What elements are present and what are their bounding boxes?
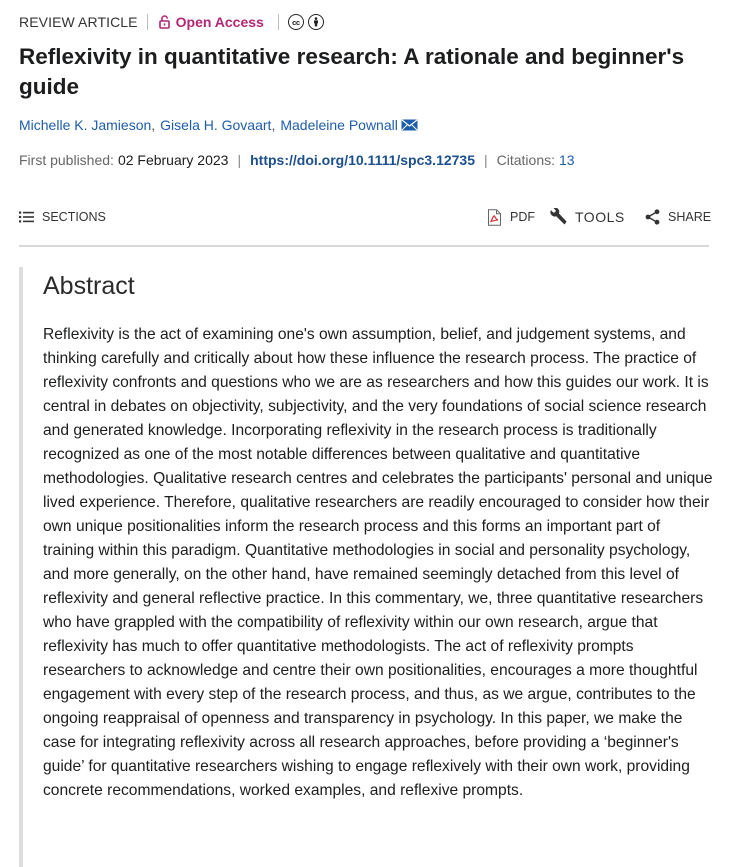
author-link[interactable]: Gisela H. Govaart	[160, 117, 272, 133]
wrench-icon	[549, 208, 567, 226]
divider: |	[484, 152, 488, 168]
author-list: Michelle K. Jamieson , Gisela H. Govaart , Madeleine Pownall	[19, 117, 418, 133]
pdf-label: PDF	[510, 210, 535, 224]
publication-info	[19, 152, 575, 168]
first-published-date: 02 February 2023	[117, 152, 229, 168]
tools-label: TOOLS	[575, 209, 625, 225]
pdf-button[interactable]	[487, 207, 535, 227]
cc-icon: cc	[288, 14, 304, 30]
abstract-text: Reflexivity is the act of examining one's own assumption, belief, and judgement systems, and thinking carefully and critically about how these influence the research process. The practice of reflexivity confronts and questions who we are as researchers and how this guides our work. It is central in debates on objectivity, subjectivity, and the very foundations of social science research and generated knowledge. Incorporating reflexivity in the research process is traditionally recognized as one of the most notable differences between qualitative and quantitative methodologies. Qualitative research centres and celebrates the participants' personal and unique lived experience. Therefore, qualitative researchers are readily encouraged to consider how their own unique positionalities inform the research process and this forms an important part of training within this paradigm. Quantitative methodologies in social and personality psychology, and more generally, on the other hand, have remained seemingly detached from this level of reflexivity and general reflective practice. In this commentary, we, three quantitative researchers who have grappled with the compatibility of reflexivity within our own research, argue that reflexivity has much to offer quantitative methodologists. The act of reflexivity prompts researchers to acknowledge and centre their own positionalities, encourages a more thoughtful engagement with every step of the research process, and thus, as we argue, contributes to the ongoing reappraisal of openness and transparency in psychology. In this paper, we make the case for integrating reflexivity across all research approaches, before providing a ‘beginner's guide’ for quantitative researchers wishing to engage reflexively with their own work, providing concrete recommendations, worked examples, and reflexive prompts.	[43, 326, 713, 799]
pdf-file-icon	[487, 209, 502, 226]
article-title: Reflexivity in quantitative research: A rationale and beginner's guide	[19, 44, 685, 99]
email-icon[interactable]	[401, 119, 418, 131]
share-button[interactable]	[645, 207, 711, 227]
share-icon	[645, 209, 660, 225]
citations-label: Citations:	[496, 152, 555, 168]
abstract-section	[19, 267, 729, 867]
citations-count-link[interactable]: 13	[559, 152, 575, 168]
tools-button[interactable]	[549, 207, 625, 227]
list-icon	[19, 211, 34, 223]
attribution-icon	[308, 14, 324, 30]
article-meta-bar	[19, 13, 328, 31]
license-badge[interactable]	[288, 14, 328, 30]
divider	[278, 14, 279, 30]
share-label: SHARE	[668, 210, 712, 224]
article-toolbar	[19, 207, 712, 227]
abstract-heading: Abstract	[43, 272, 135, 300]
sections-label: SECTIONS	[42, 210, 106, 224]
article-type: REVIEW ARTICLE	[19, 14, 138, 30]
toolbar-divider	[19, 245, 709, 247]
divider: |	[237, 152, 242, 168]
author-link[interactable]: Michelle K. Jamieson	[19, 117, 152, 133]
open-lock-icon	[159, 15, 170, 29]
person-glyph	[312, 17, 320, 27]
doi-link[interactable]: https://doi.org/10.1111/spc3.12735	[250, 152, 475, 168]
divider	[147, 14, 148, 30]
open-access-badge[interactable]	[159, 14, 264, 30]
first-published-label: First published:	[19, 152, 114, 168]
open-access-label: Open Access	[175, 14, 264, 30]
author-link[interactable]: Madeleine Pownall	[280, 117, 398, 133]
sections-button[interactable]	[19, 207, 106, 227]
